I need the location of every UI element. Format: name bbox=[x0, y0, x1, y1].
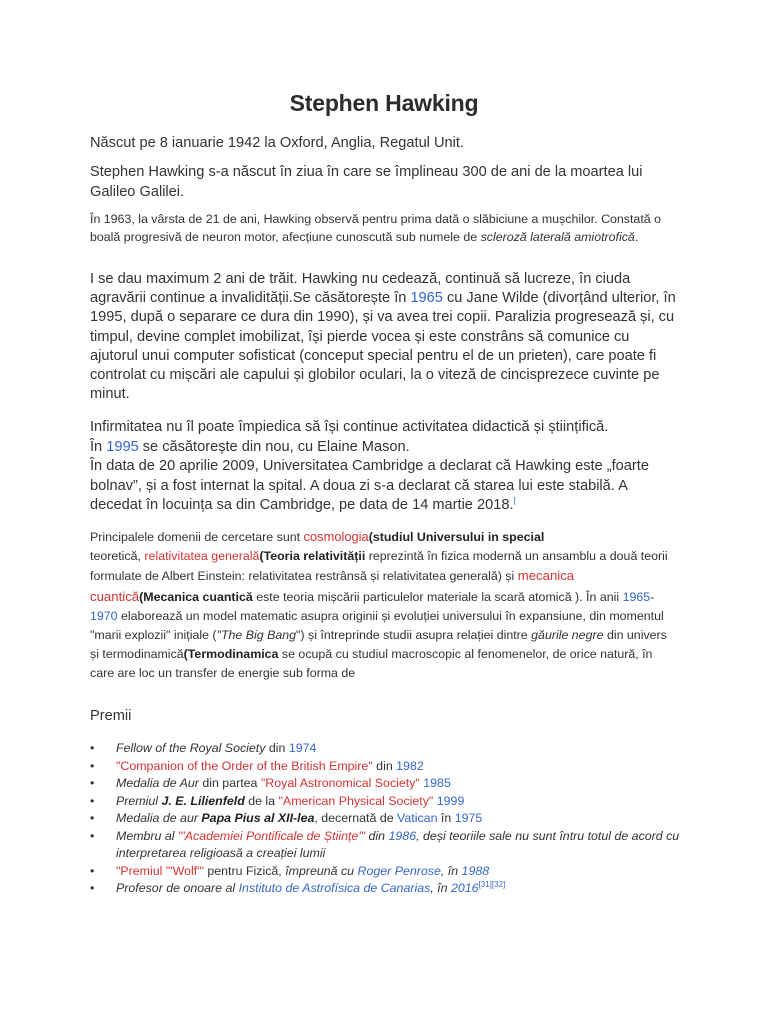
award-item bbox=[90, 810, 690, 828]
award-text: , decernată de bbox=[314, 811, 398, 825]
award-text: Membru al bbox=[116, 828, 178, 843]
research-text-i: ") și întreprinde studii asupra relației dintre bbox=[296, 628, 532, 643]
award-text: Premiul bbox=[116, 793, 162, 808]
research-text-a: Principalele domenii de cercetare sunt bbox=[90, 530, 304, 544]
bullet-icon: • bbox=[90, 881, 95, 895]
award-text: , în bbox=[430, 881, 451, 895]
awards-heading: Premii bbox=[90, 708, 132, 724]
year-dash: - bbox=[650, 589, 655, 604]
cosmology-link[interactable]: cosmologia bbox=[303, 529, 369, 544]
later-life-paragraph bbox=[90, 418, 680, 516]
big-bang-term: "The Big Bang bbox=[216, 628, 297, 643]
year-1965-link[interactable]: 1965 bbox=[410, 290, 443, 307]
award-link[interactable]: Roger Penrose bbox=[357, 863, 441, 878]
award-link[interactable]: Instituto de Astrofísica de Canarias bbox=[238, 881, 431, 895]
award-link[interactable]: 1986 bbox=[388, 828, 417, 843]
thermodynamics-note: (Termodinamica bbox=[183, 647, 279, 662]
award-item bbox=[90, 775, 690, 793]
death-text: În data de 20 aprilie 2009, Universitatea Cambridge a declarat că Hawking este „foarte bolnav”, și a fost internat la spital. A doua zi s-a declarat că starea lui este stabilă. A decedat în locuința sa din Cambridge, pe data de 14 martie 2018. bbox=[90, 458, 649, 514]
bullet-icon: • bbox=[90, 811, 95, 825]
award-text: de la bbox=[244, 793, 279, 808]
bullet-icon: • bbox=[90, 828, 95, 843]
awards-list bbox=[90, 740, 690, 898]
cosmology-note: (studiul Universului in special bbox=[368, 530, 545, 544]
award-link[interactable]: 1985 bbox=[419, 776, 451, 790]
award-text: în bbox=[437, 811, 455, 825]
award-link[interactable]: "Companion of the Order of the British Empire" bbox=[116, 758, 373, 773]
award-item bbox=[90, 880, 690, 898]
bullet-icon: • bbox=[90, 793, 95, 808]
award-link[interactable]: 1975 bbox=[454, 811, 483, 825]
award-text: din partea bbox=[198, 776, 261, 790]
award-item bbox=[90, 740, 690, 758]
award-link[interactable]: Vatican bbox=[397, 811, 438, 825]
award-text: J. E. Lilienfeld bbox=[161, 793, 245, 808]
award-link[interactable]: "'Academiei Pontificale de Științe'" bbox=[177, 828, 366, 843]
award-link[interactable]: "Royal Astronomical Society" bbox=[260, 776, 420, 790]
bullet-icon: • bbox=[90, 758, 95, 773]
award-text: Papa Pius al XII-lea bbox=[201, 811, 315, 825]
award-text: din bbox=[365, 828, 389, 843]
award-item bbox=[90, 863, 690, 881]
marriage-text: se căsătorește din nou, cu Elaine Mason. bbox=[138, 438, 410, 455]
als-term: scleroză laterală amiotrofică bbox=[480, 230, 635, 244]
award-item bbox=[90, 758, 690, 776]
research-text-g: este teoria mișcării particulelor materiale la scară atomică ). În anii bbox=[252, 589, 623, 604]
award-link[interactable]: 1974 bbox=[288, 741, 317, 755]
year-1970-link[interactable]: 1970 bbox=[90, 608, 118, 623]
award-link[interactable]: [31][32] bbox=[478, 879, 506, 889]
award-link[interactable]: "American Physical Society" bbox=[278, 793, 434, 808]
award-text: Medalia de aur bbox=[116, 811, 202, 825]
illness-paragraph bbox=[90, 210, 680, 246]
bullet-icon: • bbox=[90, 741, 95, 755]
award-text: Profesor de onoare al bbox=[116, 881, 239, 895]
award-link[interactable]: "Premiul "'Wolf'" bbox=[116, 863, 204, 878]
award-text: împreună cu bbox=[285, 863, 358, 878]
award-text: din bbox=[372, 758, 397, 773]
galileo-paragraph: Stephen Hawking s-a născut în ziua în care se împlineau 300 de ani de la moartea lui Galileo Galilei. bbox=[90, 164, 643, 200]
illness-end: . bbox=[634, 230, 639, 244]
relativity-note: (Teoria relativității bbox=[259, 549, 366, 564]
prognosis-paragraph bbox=[90, 270, 680, 404]
research-text-c: teoretică, bbox=[90, 549, 145, 564]
quantum-mechanics-link[interactable]: mecanica cuantică bbox=[90, 568, 575, 604]
black-holes-term: găurile negre bbox=[531, 628, 604, 643]
award-text: , deși teoriile sale nu sunt întru totul de acord cu interpretarea religioasă a creației lumii bbox=[116, 828, 680, 860]
illness-text: În 1963, la vârsta de 21 de ani, Hawking observă pentru prima dată o slăbiciune a mușchilor. Constată o boală progresivă de neuron motor, afecțiune cunoscută sub numele de bbox=[90, 212, 661, 244]
reference-link[interactable]: [ bbox=[513, 496, 516, 506]
bullet-icon: • bbox=[90, 776, 95, 790]
research-text-j: din univers și termodinamică bbox=[90, 628, 667, 662]
research-paragraph bbox=[90, 527, 678, 684]
award-link[interactable]: 1988 bbox=[461, 863, 490, 878]
marriage-prefix: În bbox=[90, 438, 107, 455]
bullet-icon: • bbox=[90, 863, 95, 878]
infirmity-line: Infirmitatea nu îl poate împiedica să își continue activitatea didactică și științifică. bbox=[90, 419, 609, 435]
research-text-h: elaborează un model matematic asupra originii și evoluției universului în expansiune, din momentul "marii explozii" inițiale ( bbox=[90, 608, 664, 643]
prognosis-text-b: cu Jane Wilde (divorțând ulterior, în 1995, după o separare ce dura din 1990), și va avea trei copii. Paralizia progresează și, cu timpul, devine complet imobilizat, își pierde vocea și este constrâns să comunice cu ajutorul unui computer sofisticat (conceput special pentru el de un prieten), care poate fi controlat cu mișcări ale capului și globilor oculari, la o viteză de cincisprezece cuvinte pe minut. bbox=[90, 290, 676, 403]
award-text: Fellow of the Royal Society bbox=[116, 741, 266, 755]
page-title: Stephen Hawking bbox=[289, 90, 479, 116]
award-text: , în bbox=[440, 863, 462, 878]
year-1995-link[interactable]: 1995 bbox=[106, 438, 139, 455]
award-link[interactable]: 1999 bbox=[433, 793, 465, 808]
research-text-e: reprezintă în fizica modernă un ansamblu a două teorii formulate de Albert Einstein: relativitatea restrânsă și relativitatea generală) și bbox=[90, 549, 668, 584]
birth-paragraph: Născut pe 8 ianuarie 1942 la Oxford, Anglia, Regatul Unit. bbox=[90, 135, 464, 151]
research-text-l: se ocupă cu studiul macroscopic al fenomenelor, de orice natură, în care are loc un transfer de energie sub forma de bbox=[90, 647, 653, 681]
award-text: Medalia de Aur bbox=[116, 776, 199, 790]
award-item bbox=[90, 793, 690, 811]
award-item bbox=[90, 828, 690, 863]
general-relativity-link[interactable]: relativitatea generală bbox=[144, 549, 260, 564]
award-link[interactable]: 2016 bbox=[450, 881, 479, 895]
award-text: din bbox=[265, 741, 289, 755]
award-text: pentru Fizică, bbox=[203, 863, 286, 878]
prognosis-text-a: I se dau maximum 2 ani de trăit. Hawking nu cedează, continuă să lucreze, în ciuda agravării continue a invalidității.Se căsătorește în bbox=[90, 271, 631, 307]
quantum-note: (Mecanica cuantică bbox=[139, 589, 253, 604]
award-link[interactable]: 1982 bbox=[396, 758, 424, 773]
year-1965-link-2[interactable]: 1965 bbox=[622, 589, 651, 604]
